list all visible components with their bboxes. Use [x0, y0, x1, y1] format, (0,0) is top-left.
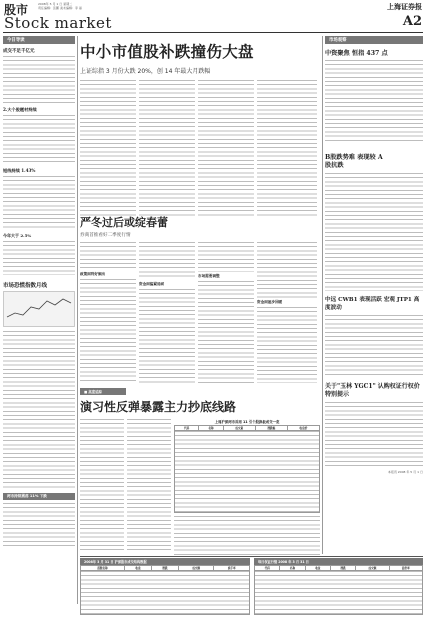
bottom-rule [80, 556, 423, 557]
story2-crosshead-2: 资金面偏紧局面 [139, 282, 165, 286]
bottom-right-rows [254, 571, 423, 615]
story2-crosshead-1: 政策面利好频出 [80, 272, 106, 276]
bottom-right-header-cell: 收盘 [305, 566, 330, 571]
masthead [0, 0, 426, 34]
right-text-block-2 [325, 173, 423, 291]
table-header-cell: 收盘价 [287, 426, 319, 431]
column-rule-left [77, 36, 78, 604]
left-column [3, 36, 75, 604]
section-name-en: Stock market [4, 14, 112, 32]
bottom-right-header-cell: 溢价率 [389, 566, 422, 571]
lead-col-2 [139, 80, 195, 216]
table-header-cell: 代码 [175, 426, 199, 431]
bottom-left-header-cell: 指数名称 [81, 566, 125, 571]
right-headline-3: 中远 CWB1 表现活跃 宏观 JTP1 高度波动 [325, 297, 420, 311]
story3-text-under-table [174, 516, 320, 556]
story2-text-g [257, 242, 317, 298]
bottom-right-header-cell: 成交额 [356, 566, 389, 571]
story3-headline: 演习性反弹暴露主力抄底线路 [80, 400, 237, 414]
date-line: 2008年 5 月 1 日 星期二 [38, 2, 73, 6]
table-header-cell: 成交量 [223, 426, 255, 431]
right-text-block-3 [325, 315, 423, 375]
lead-story [80, 36, 320, 214]
story2-body [80, 242, 320, 383]
story2-col-2 [139, 242, 195, 383]
story2-subheadline: 券商首推看好二季度行情 [80, 233, 131, 238]
story3-label: ■ 高度追踪 [80, 388, 126, 395]
bottom-right-header-cell: 代码 [255, 566, 280, 571]
left-headline-2: 2.大个股题材持续 [3, 107, 37, 112]
bottom-left-header-row [81, 566, 250, 571]
left-bottom-banner: 两市持续震荡 11% 下跌 [3, 493, 75, 500]
paper-name: 上海证券报 [387, 2, 422, 11]
left-text-block-6 [3, 503, 75, 549]
masthead-rule [3, 32, 423, 33]
right-headline-2: B股跌势难 表现较 A 股抗跌 [325, 154, 383, 169]
story3-col-2 [127, 419, 171, 553]
editor-line: 责任编辑：张鹏 美术编辑：李 丽 [38, 6, 82, 10]
left-text-block-5 [3, 331, 75, 489]
bottom-right-header-cell: 名称 [280, 566, 305, 571]
bottom-left-table-title: 2008年 3 月 31 日 沪深股市成交结构数据 [80, 558, 250, 565]
story2-col-1 [80, 242, 136, 383]
left-headline-1: 成交不足千亿元 [3, 49, 35, 54]
bottom-right-header-cell: 涨跌 [330, 566, 355, 571]
story2-text-b [80, 279, 136, 383]
story2-crosshead-3: 市场需要调整 [198, 274, 220, 278]
story-2 [80, 214, 320, 386]
story3-col-1 [80, 419, 124, 553]
story3-body [80, 419, 320, 556]
right-headline-1: 中资聚焦 恒指 437 点 [325, 50, 388, 57]
lead-col-4 [257, 80, 317, 216]
story2-text-c [139, 242, 195, 280]
bottom-right-table [254, 558, 423, 618]
bottom-left-header-cell: 成交额 [178, 566, 214, 571]
left-text-block-4 [3, 241, 75, 275]
bottom-left-table [80, 558, 250, 618]
bottom-left-header-cell: 涨跌 [152, 566, 179, 571]
right-footer-note: 本报讯 2008 年 5 月 1 日 [387, 470, 423, 474]
lead-body [80, 80, 320, 216]
lead-subheadline: 上证综指 3 月份大跌 20%，创 14 年最大月跌幅 [80, 68, 211, 75]
left-headline-3: 短线持续 1.43% [3, 168, 36, 173]
section-name-cn: 股市 [4, 3, 29, 17]
bottom-left-header-cell: 收盘 [125, 566, 152, 571]
story2-headline: 严冬过后或绽春蕾 [80, 216, 168, 229]
table-header-cell: 涨跌幅 [255, 426, 287, 431]
story2-col-4 [257, 242, 317, 383]
page-number: A2 [402, 14, 422, 29]
left-text-block-3 [3, 176, 75, 230]
table-header-cell: 名称 [199, 426, 223, 431]
bottom-right-header-row [255, 566, 423, 571]
story2-text-h [257, 307, 317, 383]
bottom-right-table-title: 每日权证行情 2008 年 3 月 31 日 [254, 558, 423, 565]
lead-col-1 [80, 80, 136, 216]
left-chart [3, 291, 75, 327]
story2-text-e [198, 242, 254, 272]
story2-text-f [198, 281, 254, 383]
table-title: 上周沪深两市首周 11 引个股换板成交一览 [214, 420, 280, 424]
right-column [325, 36, 423, 554]
bottom-left-header-cell: 换手率 [214, 566, 250, 571]
story2-col-3 [198, 242, 254, 383]
lead-col-3 [198, 80, 254, 216]
left-text-block-1 [3, 56, 75, 104]
table-header-row [175, 426, 320, 431]
table-rows [174, 431, 320, 513]
right-text-block-4 [325, 402, 423, 468]
lead-headline: 中小市值股补跌撞伤大盘 [80, 42, 254, 61]
story2-text-d [139, 289, 195, 383]
story2-text-a [80, 242, 136, 270]
story2-crosshead-4: 资金面逐步回暖 [257, 300, 283, 304]
story-3 [80, 388, 320, 554]
bottom-left-rows [80, 571, 250, 615]
right-headline-4: 关于"玉林 YGC1" 认购权证行权价特别提示 [325, 383, 420, 398]
right-column-header: 市场观察 [325, 36, 423, 44]
right-text-block-1 [325, 60, 423, 142]
left-subhead: 今年大于 2.5% [3, 233, 32, 238]
left-column-header: 今日导读 [3, 36, 75, 44]
left-chart-title: 市场恐慌指数月线 [3, 283, 48, 289]
column-rule-right [322, 36, 323, 554]
story3-table [174, 419, 320, 556]
left-text-block-2 [3, 115, 75, 165]
